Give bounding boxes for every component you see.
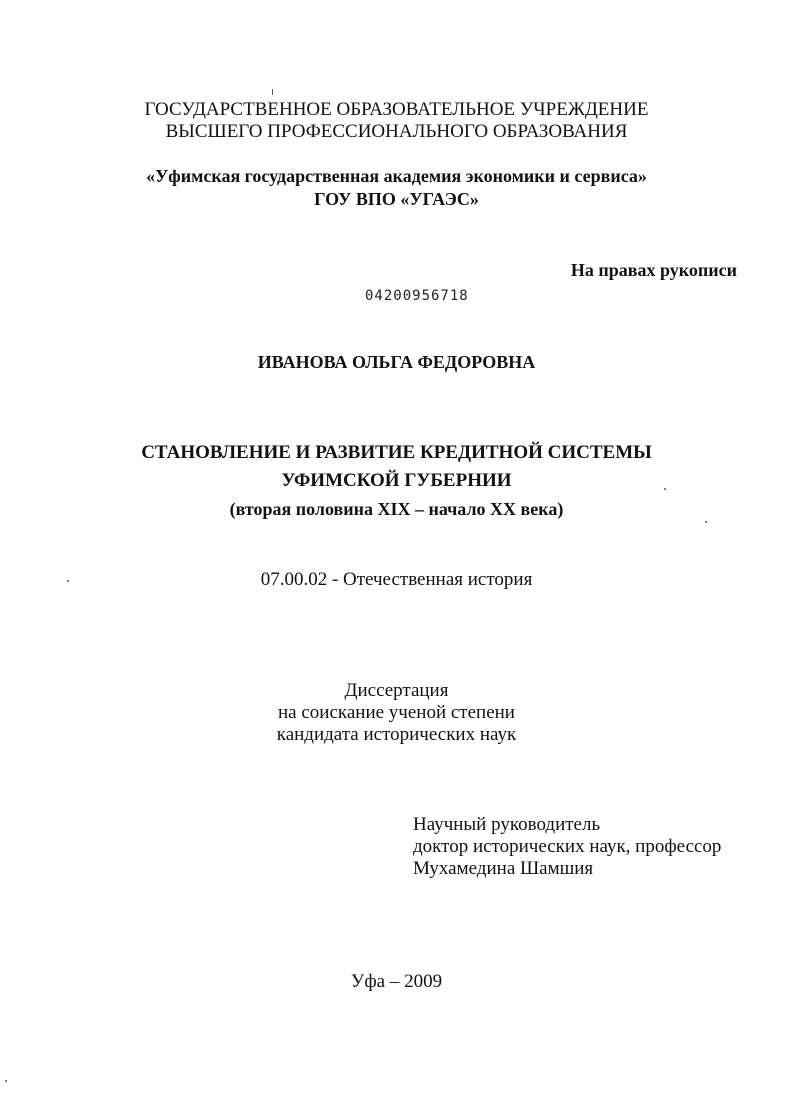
academy-name: «Уфимская государственная академия экономики и сервиса» (146, 166, 647, 186)
thesis-title-line-1: СТАНОВЛЕНИЕ И РАЗВИТИЕ КРЕДИТНОЙ СИСТЕМЫ (141, 442, 652, 463)
scan-speck (664, 488, 666, 490)
supervisor-role: Научный руководитель (413, 814, 601, 835)
institution-line-1: ГОСУДАРСТВЕННОЕ ОБРАЗОВАТЕЛЬНОЕ УЧРЕЖДЕНИЕ (144, 99, 649, 120)
manuscript-note: На правах рукописи (570, 260, 737, 280)
supervisor-name: Мухамедина Шамшия (413, 858, 594, 879)
place-and-year: Уфа – 2009 (350, 971, 443, 992)
scan-speck (67, 580, 69, 582)
author-name: ИВАНОВА ОЛЬГА ФЕДОРОВНА (257, 352, 536, 372)
degree-line-3: кандидата исторических наук (276, 724, 517, 745)
thesis-period: (вторая половина XIX – начало XX века) (229, 499, 564, 519)
scan-speck (705, 521, 707, 523)
academy-abbreviation: ГОУ ВПО «УГАЭС» (314, 189, 479, 209)
scan-speck (5, 1080, 7, 1082)
degree-line-2: на соискание ученой степени (278, 702, 515, 723)
institution-line-2: ВЫСШЕГО ПРОФЕССИОНАЛЬНОГО ОБРАЗОВАНИЯ (165, 121, 628, 142)
catalog-number: 04200956718 (365, 288, 469, 304)
thesis-title-line-2: УФИМСКОЙ ГУБЕРНИИ (281, 470, 512, 491)
scan-speck (272, 89, 273, 95)
specialty-code: 07.00.02 - Отечественная история (260, 569, 533, 590)
degree-line-1: Диссертация (344, 680, 449, 701)
supervisor-credentials: доктор исторических наук, профессор (413, 836, 722, 857)
